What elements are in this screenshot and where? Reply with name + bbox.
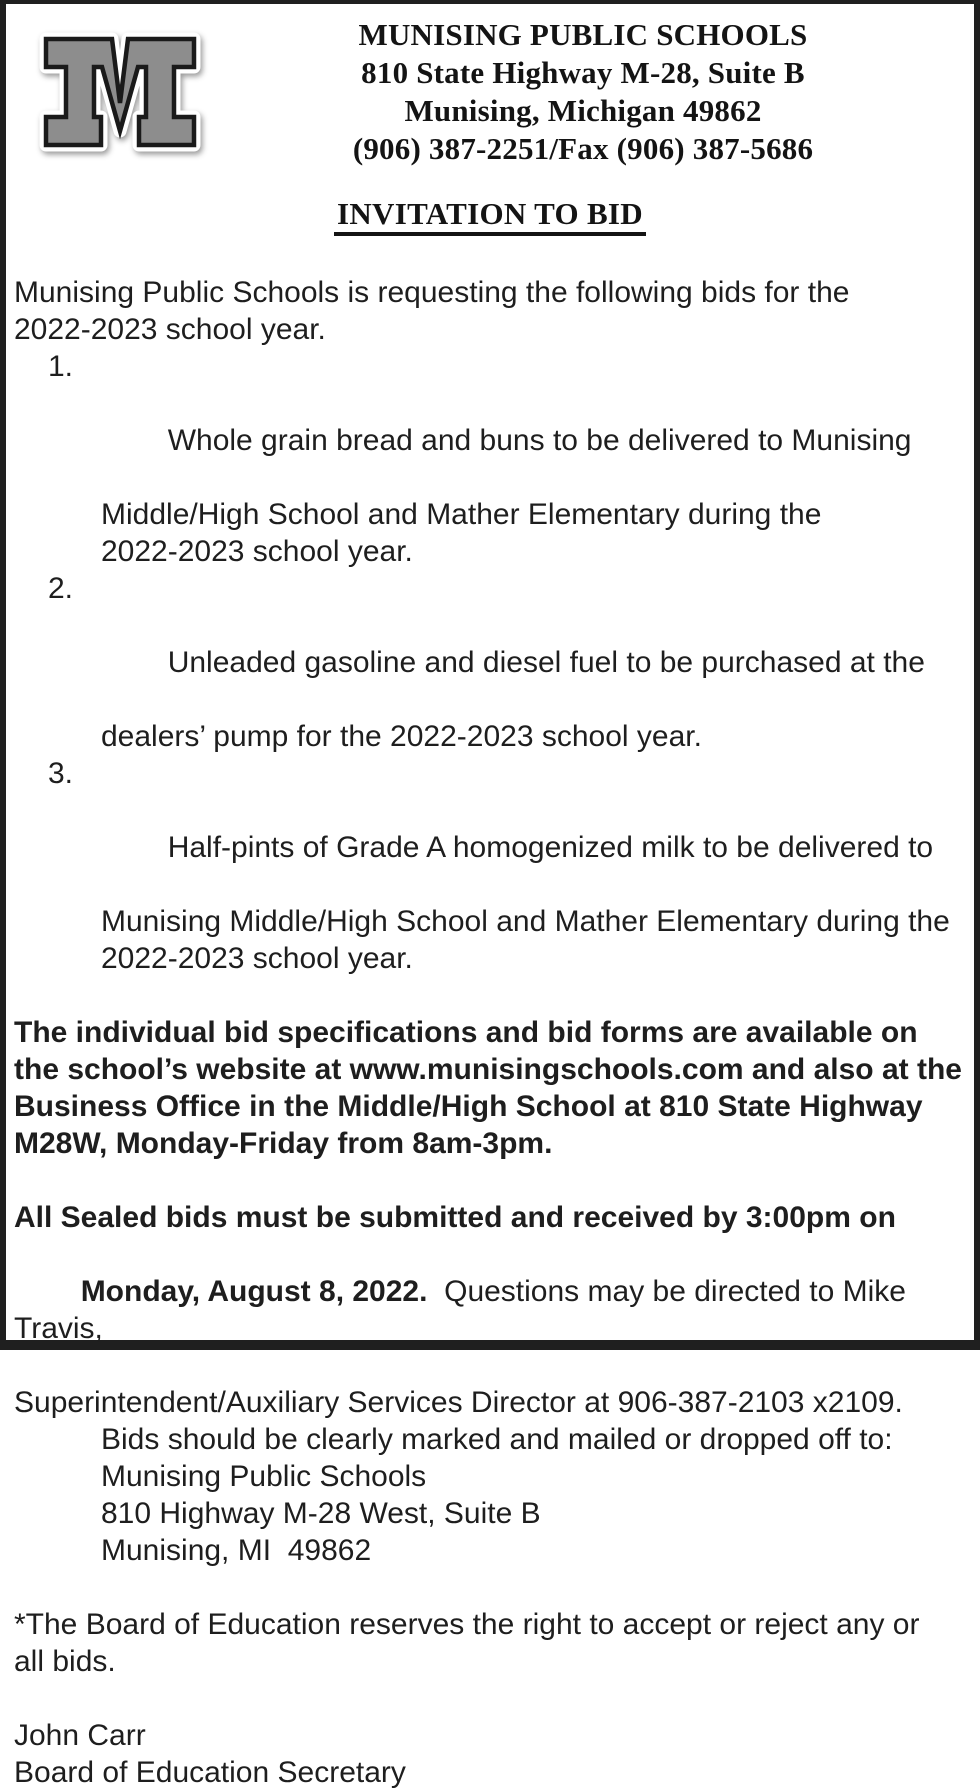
list-item-3-line-2: Munising Middle/High School and Mather Elementary during the: [101, 905, 950, 938]
sealed-questions: Questions may be directed to Mike Travis,: [14, 1275, 914, 1345]
mailing-street: 810 Highway M-28 West, Suite B: [101, 1497, 541, 1530]
sealed-line-3: Superintendent/Auxiliary Services Director at 906-387-2103 x2109.: [14, 1386, 903, 1419]
list-item-1-line-3: 2022-2023 school year.: [101, 535, 413, 568]
list-item-2-line-1: [6, 570, 974, 718]
disclaimer-line-1: *The Board of Education reserves the right to accept or reject any or: [14, 1608, 920, 1641]
list-item-3-text: Half-pints of Grade A homogenized milk to be delivered to: [167, 831, 934, 864]
list-item-1-line-2: Middle/High School and Mather Elementary during the: [101, 498, 822, 531]
sealed-bids-paragraph: [6, 1199, 974, 1569]
school-name: MUNISING PUBLIC SCHOOLS: [358, 17, 808, 52]
disclaimer-line-2: all bids.: [14, 1645, 116, 1678]
list-item-1-number: 1.: [48, 350, 74, 383]
sealed-line-2: [6, 1236, 974, 1384]
list-item-3-number: 3.: [48, 757, 74, 790]
disclaimer-paragraph: [6, 1606, 974, 1680]
document-body: [6, 274, 974, 1791]
intro-line-1: Munising Public Schools is requesting the following bids for the: [14, 276, 850, 309]
signatory-name: John Carr: [14, 1719, 146, 1752]
document-title-text: INVITATION TO BID: [334, 197, 646, 236]
spec-line-4: M28W, Monday-Friday from 8am-3pm.: [14, 1127, 553, 1160]
list-item-1-line-1: [6, 348, 974, 496]
list-item-2-line-2: dealers’ pump for the 2022-2023 school year.: [101, 720, 702, 753]
school-city: Munising, Michigan 49862: [404, 93, 762, 128]
mailing-city: Munising, MI 49862: [101, 1534, 372, 1567]
mailing-name: Munising Public Schools: [101, 1460, 427, 1493]
list-item-2-number: 2.: [48, 572, 74, 605]
list-item-3-line-3: 2022-2023 school year.: [101, 942, 413, 975]
list-item-3-line-1: [6, 755, 974, 903]
signature-block: [6, 1717, 974, 1791]
spec-line-1: The individual bid specifications and bid forms are available on: [14, 1016, 918, 1049]
sealed-line-1: All Sealed bids must be submitted and received by 3:00pm on: [14, 1201, 896, 1234]
school-address: 810 State Highway M-28, Suite B: [361, 55, 805, 90]
document-title: [6, 197, 974, 236]
signatory-title: Board of Education Secretary: [14, 1756, 406, 1789]
spec-line-3: Business Office in the Middle/High School at 810 State Highway: [14, 1090, 923, 1123]
letterhead: [198, 16, 968, 168]
spec-line-2: the school’s website at www.munisingschools.com and also at the: [14, 1053, 962, 1086]
list-item-1-text: Whole grain bread and buns to be delivered to Munising: [167, 424, 912, 457]
sealed-deadline: Monday, August 8, 2022.: [80, 1275, 428, 1308]
intro-paragraph: [6, 274, 974, 348]
block-m-icon: [34, 28, 206, 156]
list-item-2-text: Unleaded gasoline and diesel fuel to be purchased at the: [167, 646, 925, 679]
mailing-instruction: Bids should be clearly marked and mailed or dropped off to:: [101, 1423, 893, 1456]
bid-list: [6, 348, 974, 977]
school-phone-fax: (906) 387-2251/Fax (906) 387-5686: [352, 131, 814, 166]
intro-line-2: 2022-2023 school year.: [14, 313, 326, 346]
school-logo: [34, 28, 206, 156]
specifications-paragraph: [6, 1014, 974, 1162]
